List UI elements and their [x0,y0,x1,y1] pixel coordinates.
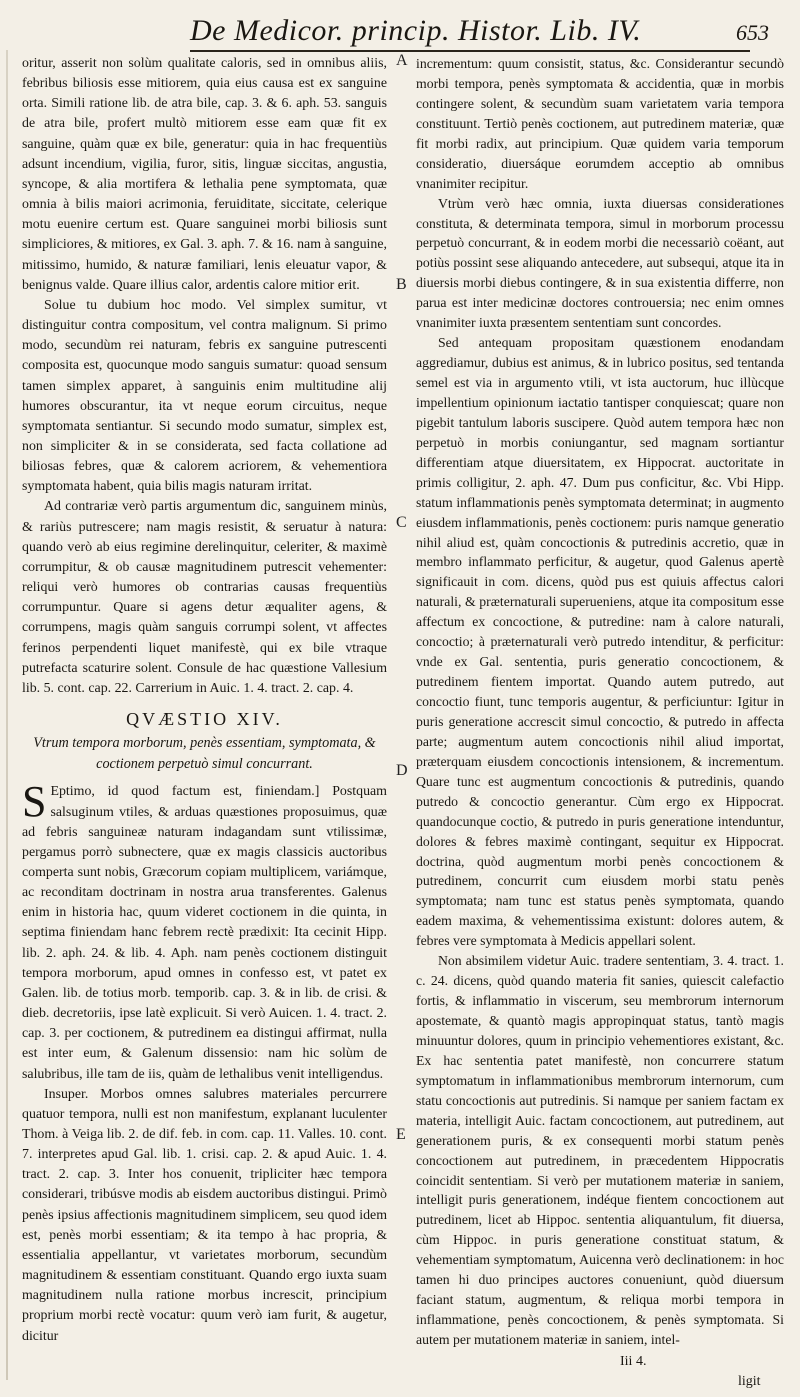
margin-letter-a: A [396,52,408,69]
paragraph: Ad contrariæ verò partis argumentum dic, sanguinem minùs, & rariùs putrescere; nam magis resistit, & seruatur à natura: quando verò ab eius regimine derelinquitur, celeriter, & maximè corrumpitur, & ob causæ magnitudinem putrescit vehementer: reliqui verò humores ob contrarias causas frequentiùs corrumpuntur. Quare si agens detur æqualiter agens, & corrumpens, magis quàm sanguis corrumpi solent, vt affectes ferinos perpendenti liquet manifestè, qui ex bile vtraque putrefacta scaturire solent. Consule de hac quæstione Vallesium lib. 5. cont. cap. 22. Carrerium in Auic. 1. 4. tract. 2. cap. 4. [22,499,387,696]
question-title: Vtrum tempora morborum, penès essentiam, symptomata, & coctionem perpetuò simul concurrant. [33,735,376,772]
paragraph: Vtrùm verò hæc omnia, iuxta diuersas considerationes constituta, & determinata tempora, simul in morborum processu perpetuò concurrant, & in eodem morbi die necessariò coëant, aut potiùs possint sese aliquando antecedere, aut subsequi, atque ita in diuersis morbi diebus contingere, & in sua existentia differre, non parua est inter medicinæ doctores controuersia; nec enim omnes vnanimiter iuxta præsentem sententiam sunt concordes. [416,195,784,331]
paragraph: oritur, asserit non solùm qualitate caloris, sed in omnibus aliis, febribus biliosis esse mitiorem, quia eius causa est ex sanguine orta. Simili ratione lib. de atra bile, cap. 3. & 6. aph. 53. sanguis de atra bile, profert multò mitiorem esse eam quæ fit ex sanguine, quàm quæ ex bile, generatur: quia in hac frequentiùs adsunt incendium, vigilia, furor, sitis, linguæ siccitas, angustia, syncope, & alia mortifera & lethalia pene symptomata, quæ omnia à bilis maiori acrimonia, feruiditate, siccitate, celerique motu euenire certum est. Quare sanguinei morbi biliosis sunt simpliciores, & mitiores, ex Gal. 3. aph. 7. & 16. nam à sanguine, mitissimo, humido, & naturæ familiari, lenis eleuatur vapor, & benignus valde. Quare illius calor, ardentis calore mitior erit. [22,56,387,293]
paragraph: Insuper. Morbos omnes salubres materiales percurrere quatuor tempora, nulli est non manifestum, explanant luculenter Thom. à Veiga lib. 2. de dif. feb. in com. cap. 11. Valles. 10. cont. 7. interpretes apud Gal. lib. 1. crisi. cap. 2. & apud Auic. 1. 4. tract. 2. cap. 3. Inter hos conuenit, tripliciter hæc tempora considerari, tribúsve modis ab eisdem auctoribus distingui. Primò penès ipsius affectionis magnitudinem simplicem, seu quod idem est, penès morbi essentiam; & ita tempo à hac propria, & essentialia appellantur, vt varietates morborum, secundùm magnitudinem & essentiam constituant. Quando ergo iuxta suam magnitudinem nulla ratione morbus increscit, principium proprium morbi rectè vocatur: quum verò iam furit, & augetur, dicitur [22,1086,387,1344]
paragraph: Sed antequam propositam quæstionem enodandam aggrediamur, dubius est animus, & in lubrico positus, sed tentanda semel est via in argumento vtili, vt ista auctorum, huc illùcque impellentium opinionum iactatio tantisper conquiescat; quare non pigebit tantulum laboris suscipere. Quòd autem tempora hæc non perpetuò in morbis coniungantur, sed magnam sortiantur differentiam atque diuersitatem, ex Hippocrat. auctoritate in primis colligitur, 2. aph. 47. Dum pus conficitur, &c. Vbi Hipp. statum inflammationis penès symptomata determinat; in augmento eiusdem inflammationis, penès coctionem: puris namque generatio nihil aliud est, quàm concoctionis & putredinis accretio, quæ in membro inflammato perficitur, & augetur, quod Galenus apertè significauit in com. dicens, quòd pus est quiuis affectus calori naturali, & præternaturali superueniens, atque ita compositum esse affectum ex concoctione, & putredine: nam à calore naturali, concoctio; à præternaturali verò putredo intenditur, & perficitur: vnde ex Gal. sententia, puris generatio concoctionem, & putredinem fientem importat. Quando autem putredo, aut concoctio fiunt, tunc temporis augentur, & perficiuntur: Igitur in puris generatione accrescit simul concoctio, & putredo in affecta parte; augmentum autem concoctionis nihil aliud importat, præterquam eiusdem concoctionis intensionem, & incrementum. Quare tunc est augmentum concoctionis & putredinis, quando putredo & concoctio generantur. Cùm ergo ex Hippocrat. quandocunque coctio, & putredo in puris generatione intenduntur, dolores & febres maximè contingant, sequitur ex Hippocrat. doctrina, quòd augmentum morbi penès concoctionem & putredinem, concurrit cum eiusdem morbi statu penès symptomata; nam tunc est status penès symptomata, quando eadem maxima, & vehementissima existunt: dolores autem, & febres vere symptomata à Medicis appellari solent. [416,335,784,949]
paragraph: Non absimilem videtur Auic. tradere sententiam, 3. 4. tract. 1. c. 24. dicens, quòd quando materia fit sanies, quiescit calefactio fortis, & inflammatio in viscerum, seu membrorum internorum apostemate, & quantò magis appropinquat status, tantò magis minuuntur dolores, quum in principio vehementiores existant, &c. Ex hac sententia patet manifestè, non concurrere statum symptomatum in inflammationibus membrorum internorum, cum statu concoctionis aut putredinis. Si namque per saniem factam ex materia, intelligit Auic. factam concoctionem, aut putredinem, aut generationem puris, & ex consequenti morbi statum penès concoctionem aut putredinem, in præcedentem Hippocratis coincidit sententiam. Si verò per mutationem materiæ in saniem, intelligit puris generationem, indéque fientem concoctionem aut putredinem, licet ab Hippoc. sententia aliquantulum, fit diuersa, cùm Hippoc. in puris generatione constituat statum, & vehementiam symptomatum, Auicenna verò declinationem: in hoc tamen hi duo principes auctores conueniunt, quòd diuersum faciant statum, augmentum, & reliqua morbi tempora in inflammatione, penès concoctionem, & penès symptomata. Si autem per mutationem materiæ in saniem, intel- [416,953,784,1347]
paragraph: incrementum: quum consistit, status, &c. Considerantur secundò morbi tempora, penès symptomata & accidentia, quæ in morbis contingere solent, & secundùm suam varietatem varia tempora constituunt. Tertiò penès coctionem, aut putredinem materiæ, quæ fit morbi radix, aut principium. Quæ quidem varia temporum consideratio, diuersáque eorumdem acceptio ab omnibus vnanimiter recipitur. [416,56,784,191]
margin-letter-e: E [396,1126,406,1143]
catchword: ligit [738,1374,761,1389]
margin-letter-c: C [396,514,407,531]
drop-cap-letter: S [22,777,47,827]
running-title: De Medicor. princip. Histor. Lib. IV. [190,14,750,52]
right-column [416,54,784,1350]
paragraph-text: Eptimo, id quod factum est, finiendam.] Postquam salsuginum vtiles, & arduas quæstiones proposuimus, quæ ad febris sanguineæ naturam indagandam sunt vtilissimæ, pergamus porrò subnectere, quæ ex magis classicis auctoribus comperta sunt nobis, Græcorum copiam multiplicem, variámque, ac reconditam doctrinam in nostra arua transferentes. Galenus enim in historia hac, quum videret coctionem in die quinta, in septima finiendam hanc febrem rectè prædixit: Ita cecinit Hipp. lib. 2. aph. 24. & lib. 4. Aph. nam penès coctionem distinguit tempora morborum, apud omnes in confesso est, vt patet ex Galen. lib. de totius morb. temporib. cap. 3. & in lib. de crisi. & dieb. decretoriis, ipse latè explicuit. Si verò Auicen. 1. 4. tract. 2. cap. 3. per coctionem, & putredinem ea distingui affirmat, nulla est inter eum, & Galenum dissensio: nam hic solùm de salubribus, ille tam de iis, quàm de lethalibus venit intelligendus. [22,784,387,1082]
margin-letter-d: D [396,762,408,779]
paragraph: Solue tu dubium hoc modo. Vel simplex sumitur, vt distinguitur contra compositum, vel contra malignum. Si primo modo, secundùm rei naturam, febris ex sanguine putrescenti composita est, quocunque modo sanguis sumatur: quoad sensum tamen simplex apparet, à sanguinis enim multitudine alij humores obscurantur, ita vt neque eorum circuitus, neque symptomata sentiantur. Si secundo modo sumatur, simplex est, non simpliciter & in se considerata, sed facta collatione ad biliosas febres, quæ & calorem acriorem, & vehementiora symptomata habent, quia bilis magis naturam irritat. [22,297,387,495]
margin-letter-b: B [396,276,407,293]
paragraph-with-dropcap [22,777,387,1084]
signature-mark: Iii 4. [620,1354,647,1369]
left-column [22,54,387,1347]
gutter-shadow [6,50,8,1380]
question-heading: QVÆSTIO XIV. [126,709,283,729]
page-number: 653 [736,20,769,45]
